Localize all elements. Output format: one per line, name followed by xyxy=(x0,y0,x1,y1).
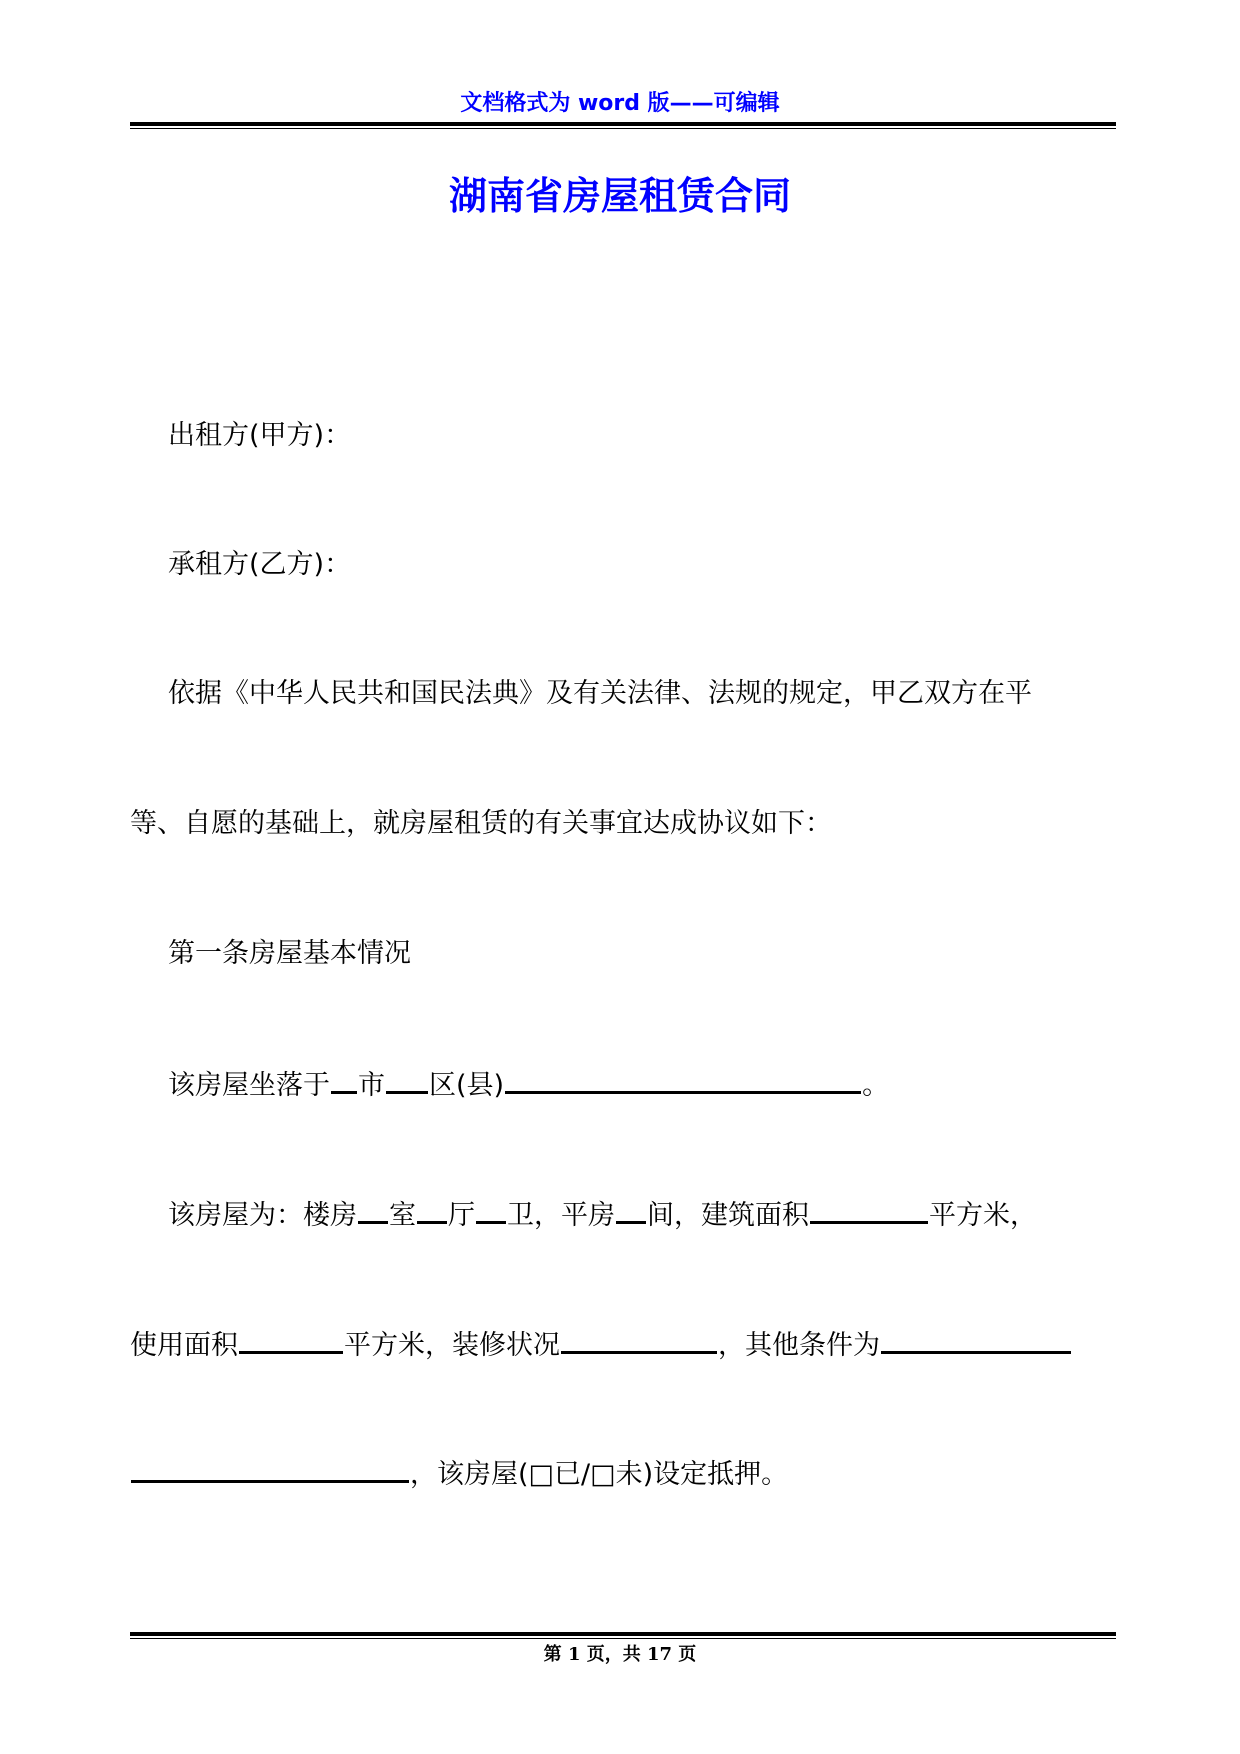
location-line xyxy=(130,1063,1158,1106)
location-end: 。 xyxy=(862,1070,890,1101)
article-1-title: 第一条房屋基本情况 xyxy=(168,938,411,969)
lessee-line xyxy=(130,545,1158,585)
other-conditions-blank-continued[interactable] xyxy=(131,1452,409,1483)
room-blank[interactable] xyxy=(358,1193,388,1224)
location-prefix: 该房屋坐落于 xyxy=(168,1070,330,1101)
intro-line-2 xyxy=(130,804,1120,844)
intro-line-1 xyxy=(130,674,1158,714)
header-note: 文档格式为 word 版——可编辑 xyxy=(460,91,780,116)
other-conditions-blank[interactable] xyxy=(881,1323,1071,1354)
usable-area-blank[interactable] xyxy=(239,1323,343,1354)
district-blank[interactable] xyxy=(386,1063,428,1094)
lessee-label: 承租方(乙方)： xyxy=(168,549,352,580)
district-label: 区(县) xyxy=(429,1070,505,1101)
page-number: 第 1 页，共 17 页 xyxy=(543,1644,697,1665)
hall-blank[interactable] xyxy=(417,1193,447,1224)
layout-line xyxy=(130,1193,1158,1236)
city-blank[interactable] xyxy=(331,1063,357,1094)
lessor-line xyxy=(130,416,1158,456)
usage-unit: 平方米，装修状况 xyxy=(344,1330,560,1361)
footer-rule xyxy=(130,1632,1116,1639)
building-area-unit: 平方米， xyxy=(929,1200,1037,1231)
lessor-label: 出租方(甲方)： xyxy=(168,420,352,451)
building-area-label: 间，建筑面积 xyxy=(647,1200,809,1231)
mortgage-text: ，该房屋(□已/□未)设定抵押。 xyxy=(410,1459,789,1490)
header-rule xyxy=(130,122,1116,129)
hall-label: 厅 xyxy=(448,1200,475,1231)
bath-blank[interactable] xyxy=(476,1193,506,1224)
bath-label: 卫，平房 xyxy=(507,1200,615,1231)
intro-text-2: 等、自愿的基础上，就房屋租赁的有关事宜达成协议如下： xyxy=(130,808,832,839)
intro-text-1: 依据《中华人民共和国民法典》及有关法律、法规的规定，甲乙双方在平 xyxy=(168,678,1032,709)
bungalow-room-blank[interactable] xyxy=(616,1193,646,1224)
usage-line xyxy=(130,1323,1120,1366)
building-area-blank[interactable] xyxy=(810,1193,928,1224)
article-1-heading xyxy=(130,934,1158,974)
mortgage-line xyxy=(130,1452,1120,1495)
document-title: 湖南省房屋租赁合同 xyxy=(448,174,791,218)
usage-prefix: 使用面积 xyxy=(130,1330,238,1361)
other-conditions-label: ，其他条件为 xyxy=(718,1330,880,1361)
city-label: 市 xyxy=(358,1070,385,1101)
room-label: 室 xyxy=(389,1200,416,1231)
address-blank[interactable] xyxy=(505,1063,861,1094)
decoration-blank[interactable] xyxy=(561,1323,717,1354)
layout-prefix: 该房屋为：楼房 xyxy=(168,1200,357,1231)
